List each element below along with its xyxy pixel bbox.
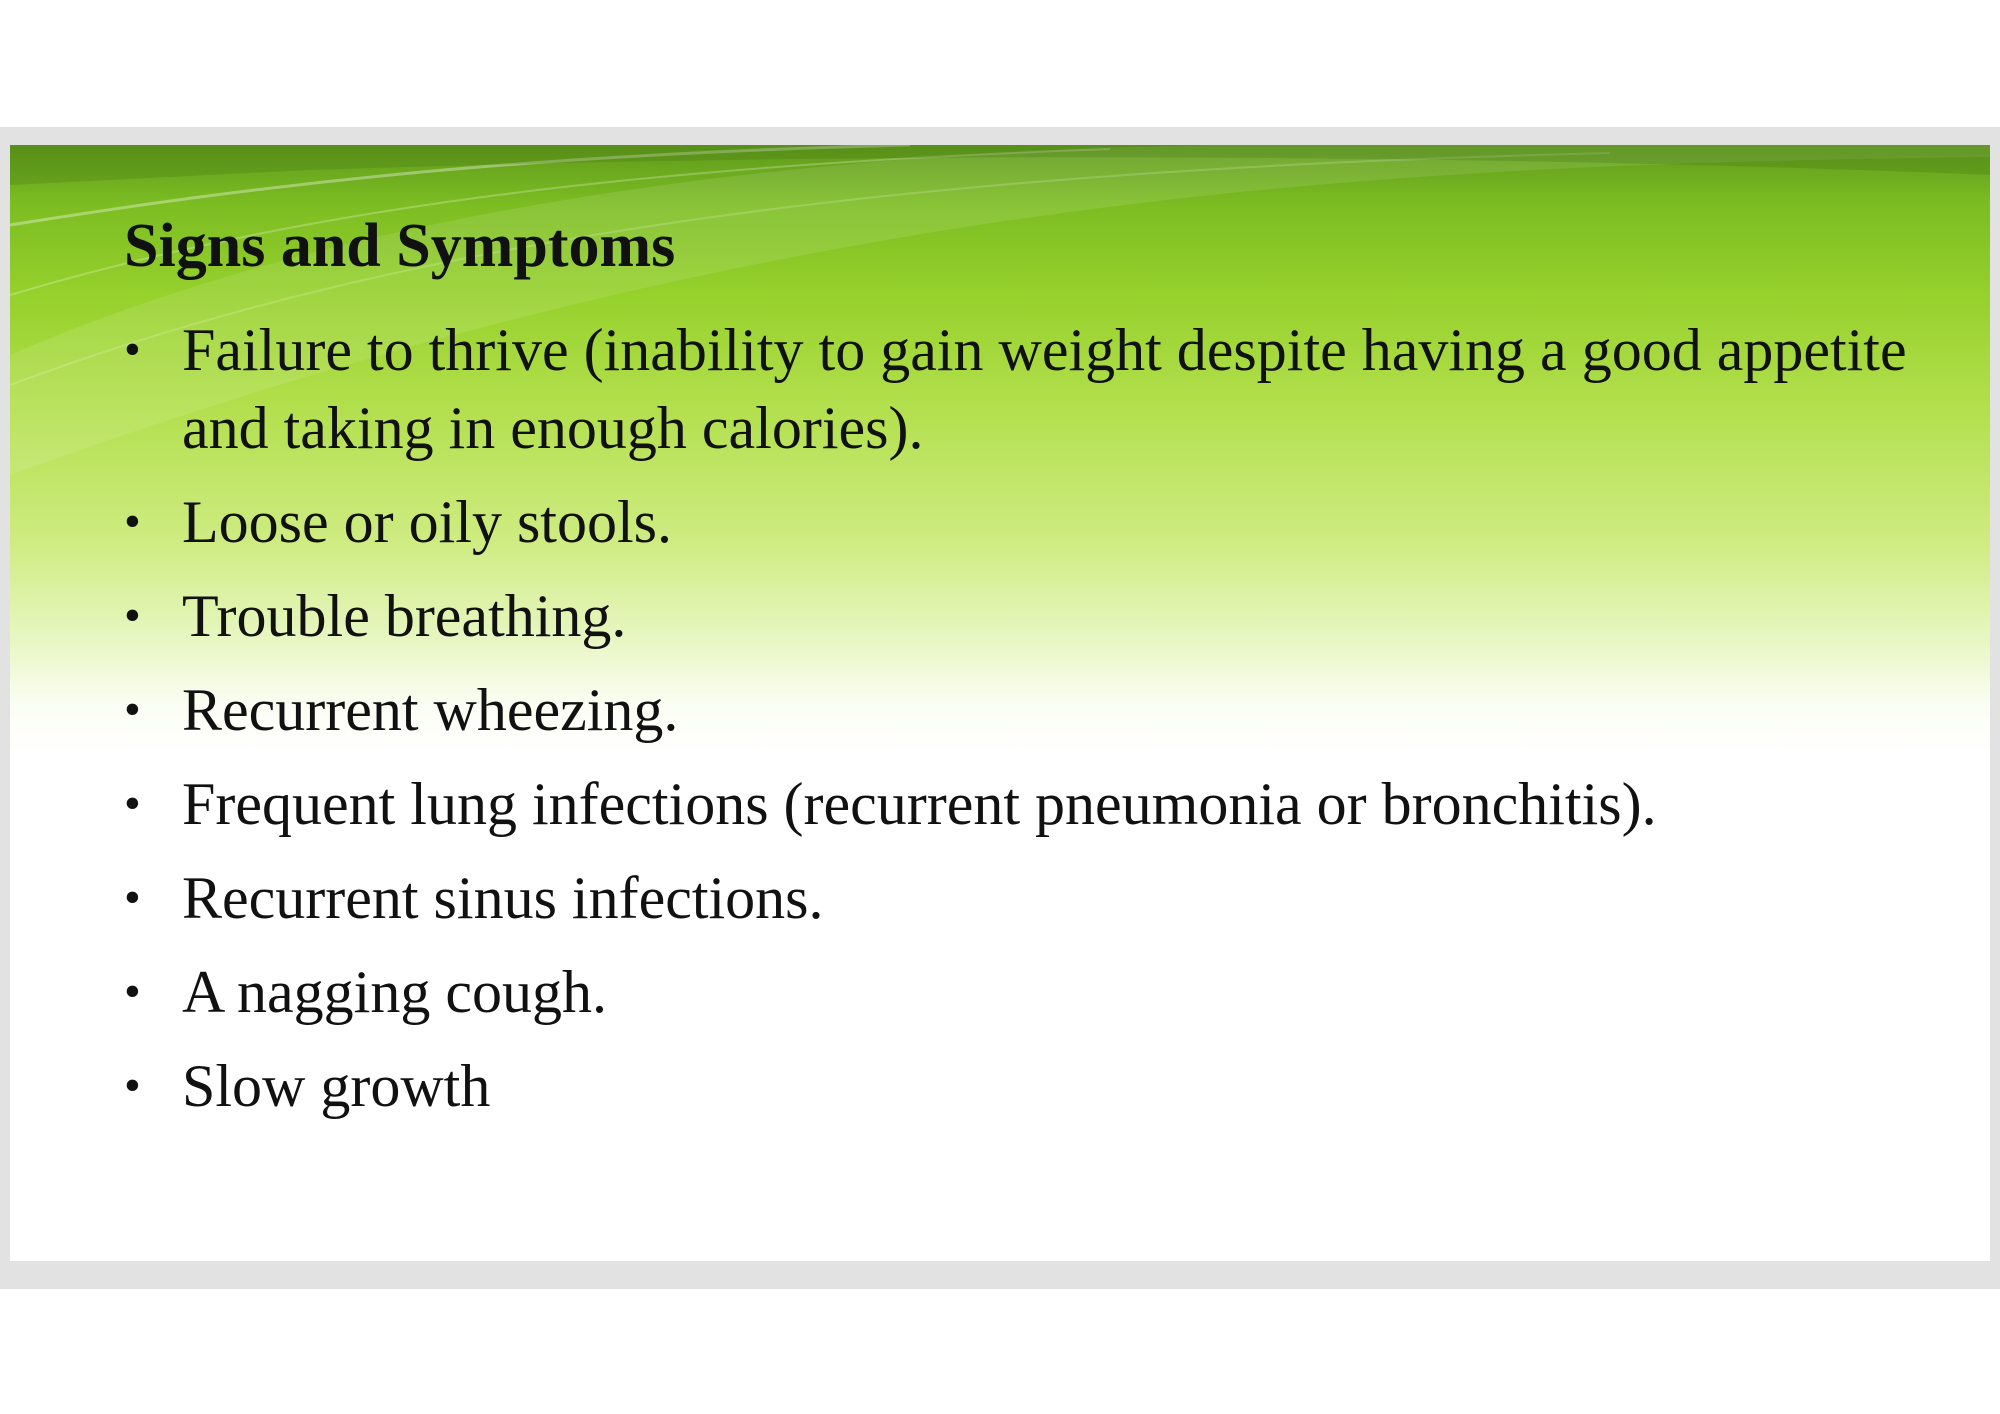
list-item-text: Failure to thrive (inability to gain weight despite having a good appetite and taking in enough calories).	[182, 317, 1907, 461]
bullet-list	[124, 311, 1924, 1141]
list-item-text: Recurrent wheezing.	[182, 677, 679, 743]
bullet-icon: •	[124, 495, 141, 548]
list-item	[124, 311, 1924, 467]
list-item	[124, 483, 1924, 561]
list-item-text: A nagging cough.	[182, 959, 607, 1025]
list-item-text: Trouble breathing.	[182, 583, 627, 649]
list-item-text: Frequent lung infections (recurrent pneumonia or bronchitis).	[182, 771, 1657, 837]
list-item-text: Slow growth	[182, 1053, 491, 1119]
list-item	[124, 859, 1924, 937]
list-item-text: Loose or oily stools.	[182, 489, 672, 555]
list-item	[124, 1047, 1924, 1125]
bullet-icon: •	[124, 871, 141, 924]
bullet-icon: •	[124, 589, 141, 642]
list-item-text: Recurrent sinus infections.	[182, 865, 824, 931]
list-item	[124, 953, 1924, 1031]
list-item	[124, 765, 1924, 843]
bullet-icon: •	[124, 323, 141, 376]
list-item	[124, 577, 1924, 655]
bullet-icon: •	[124, 965, 141, 1018]
bullet-icon: •	[124, 683, 141, 736]
bullet-icon: •	[124, 777, 141, 830]
slide	[10, 145, 1990, 1261]
bullet-icon: •	[124, 1059, 141, 1112]
list-item	[124, 671, 1924, 749]
slide-title: Signs and Symptoms	[124, 212, 676, 280]
